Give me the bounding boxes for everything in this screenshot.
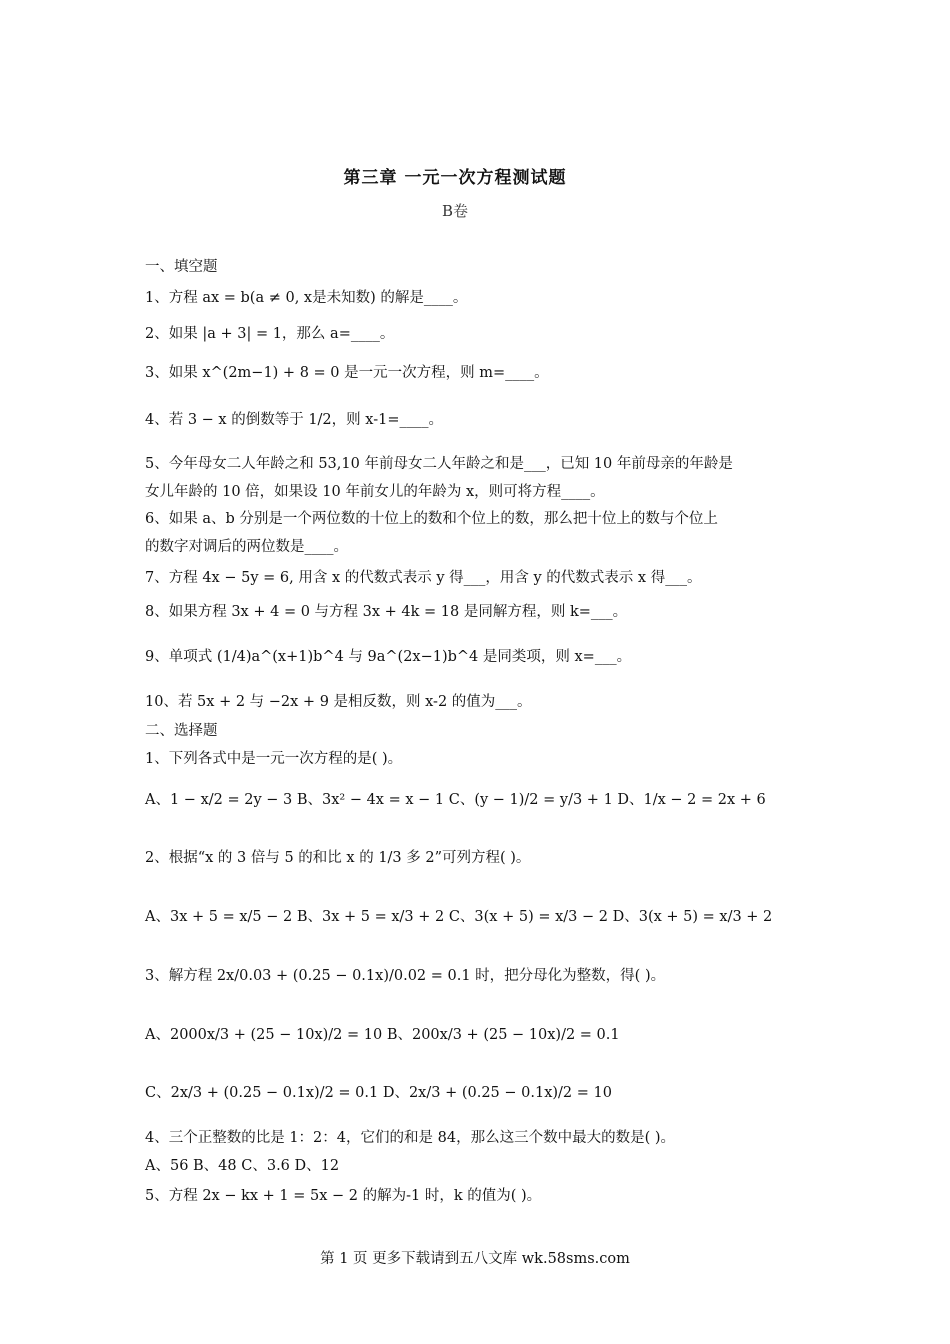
choice-question-2-options: A、3x + 5 = x/5 − 2 B、3x + 5 = x/3 + 2 C、3(x + 5) = x/3 − 2 D、3(x + 5) = x/3 + 2 <box>145 909 773 925</box>
choice-question-3: 3、解方程 2x/0.03 + (0.25 − 0.1x)/0.02 = 0.1 时，把分母化为整数，得( )。 <box>145 968 666 984</box>
fill-question-5-line-2: 女儿年龄的 10 倍，如果设 10 年前女儿的年龄为 x，则可将方程____。 <box>145 484 605 500</box>
fill-question-7: 7、方程 4x − 5y = 6, 用含 x 的代数式表示 y 得___，用含 y 的代数式表示 x 得___。 <box>145 570 702 586</box>
section-fill-heading: 一、填空题 <box>145 259 218 275</box>
fill-question-1: 1、方程 ax = b(a ≠ 0, x是未知数) 的解是____。 <box>145 290 468 306</box>
choice-question-5: 5、方程 2x − kx + 1 = 5x − 2 的解为-1 时，k 的值为( )。 <box>145 1188 542 1204</box>
fill-question-8: 8、如果方程 3x + 4 = 0 与方程 3x + 4k = 18 是同解方程，则 k=___。 <box>145 604 628 620</box>
fill-question-6-line-1: 6、如果 a、b 分别是一个两位数的十位上的数和个位上的数，那么把十位上的数与个位上 <box>145 511 718 527</box>
choice-question-3-options-cd: C、2x/3 + (0.25 − 0.1x)/2 = 0.1 D、2x/3 + (0.25 − 0.1x)/2 = 10 <box>145 1085 612 1101</box>
choice-question-1-options: A、1 − x/2 = 2y − 3 B、3x² − 4x = x − 1 C、(y − 1)/2 = y/3 + 1 D、1/x − 2 = 2x + 6 <box>145 792 766 808</box>
fill-question-10: 10、若 5x + 2 与 −2x + 9 是相反数，则 x-2 的值为___。 <box>145 694 532 710</box>
choice-question-4: 4、三个正整数的比是 1：2：4，它们的和是 84，那么这三个数中最大的数是( )。 <box>145 1130 675 1146</box>
choice-question-3-options-ab: A、2000x/3 + (25 − 10x)/2 = 10 B、200x/3 + (25 − 10x)/2 = 0.1 <box>145 1027 620 1043</box>
fill-question-5-line-1: 5、今年母女二人年龄之和 53,10 年前母女二人年龄之和是___，已知 10 年前母亲的年龄是 <box>145 456 733 472</box>
choice-question-4-options: A、56 B、48 C、3.6 D、12 <box>145 1158 340 1174</box>
page-subtitle: B卷 <box>441 202 469 220</box>
fill-question-2: 2、如果 |a + 3| = 1，那么 a=____。 <box>145 326 395 342</box>
fill-question-9: 9、单项式 (1/4)a^(x+1)b^4 与 9a^(2x−1)b^4 是同类项，则 x=___。 <box>145 649 632 665</box>
section-choice-heading: 二、选择题 <box>145 723 218 739</box>
page-footer: 第 1 页 更多下载请到五八文库 wk.58sms.com <box>320 1251 630 1267</box>
page-title: 第三章 一元一次方程测试题 <box>343 168 567 188</box>
fill-question-4: 4、若 3 − x 的倒数等于 1/2，则 x-1=____。 <box>145 412 443 428</box>
fill-question-6-line-2: 的数字对调后的两位数是____。 <box>145 539 348 555</box>
choice-question-1: 1、下列各式中是一元一次方程的是( )。 <box>145 751 403 767</box>
choice-question-2: 2、根据“x 的 3 倍与 5 的和比 x 的 1/3 多 2”可列方程( )。 <box>145 850 531 866</box>
fill-question-3: 3、如果 x^(2m−1) + 8 = 0 是一元一次方程，则 m=____。 <box>145 365 549 381</box>
